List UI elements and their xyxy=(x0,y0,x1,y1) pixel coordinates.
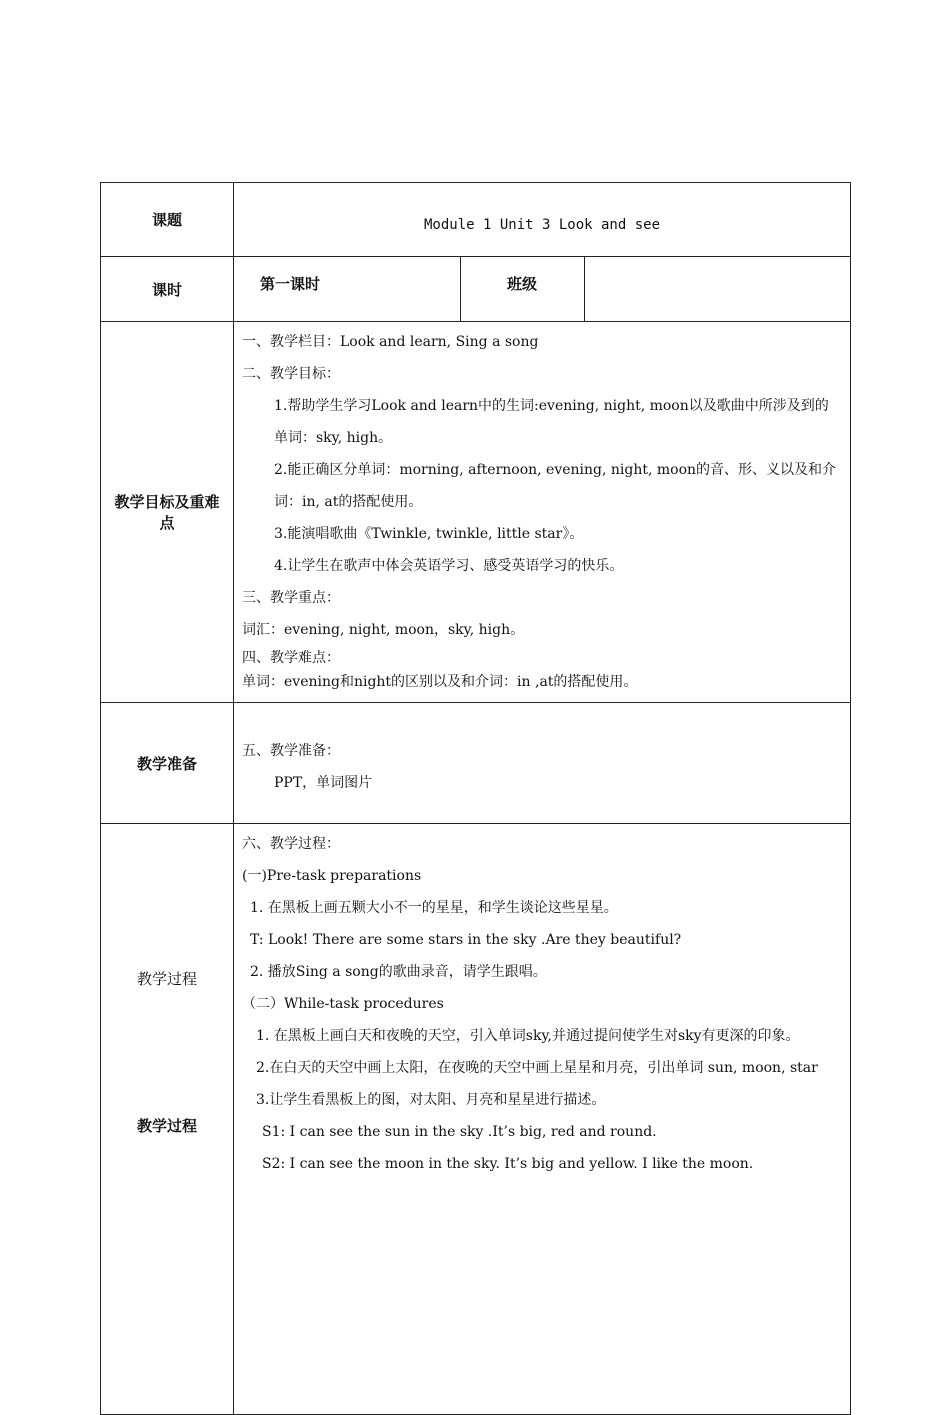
process-label-plain: 教学过程 xyxy=(136,970,197,988)
goals-line: 词汇：evening, night, moon，sky, high。 xyxy=(242,622,525,638)
goals-line: 三、教学重点： xyxy=(242,590,340,606)
process-line: （二）While-task procedures xyxy=(242,996,444,1012)
row-goals xyxy=(101,322,851,703)
process-content xyxy=(234,824,851,1415)
process-line: 2. 播放Sing a song的歌曲录音，请学生跟唱。 xyxy=(250,964,547,980)
row-prep xyxy=(101,703,851,824)
goals-line: 4.让学生在歌声中体会英语学习、感受英语学习的快乐。 xyxy=(274,558,624,574)
goals-line: 四、教学难点： xyxy=(242,650,340,666)
process-line: T: Look! There are some stars in the sky .Are they beautiful? xyxy=(250,932,682,948)
topic-label: 课题 xyxy=(101,183,234,257)
goals-line: 二、教学目标： xyxy=(242,366,340,382)
class-label: 班级 xyxy=(461,257,585,322)
process-label-bold: 教学过程 xyxy=(136,1117,197,1135)
process-line: 3.让学生看黑板上的图，对太阳、月亮和星星进行描述。 xyxy=(256,1092,606,1108)
period-label: 课时 xyxy=(101,257,234,322)
topic-value: Module 1 Unit 3 Look and see xyxy=(234,183,851,257)
process-line: S1: I can see the sun in the sky .It’s big, red and round. xyxy=(262,1124,657,1140)
row-period xyxy=(101,257,851,322)
prep-line: 五、教学准备： xyxy=(242,743,340,759)
goals-line: 2.能正确区分单词：morning, afternoon, evening, night, moon的音、形、义以及和介词：in, at的搭配使用。 xyxy=(274,462,837,510)
process-line: (一)Pre-task preparations xyxy=(242,868,422,884)
prep-content xyxy=(234,703,851,824)
process-line: 六、教学过程： xyxy=(242,836,340,852)
class-value xyxy=(585,257,851,322)
row-process xyxy=(101,824,851,1415)
goals-line: 1.帮助学生学习Look and learn中的生词:evening, night, moon以及歌曲中所涉及到的单词：sky, high。 xyxy=(274,398,829,446)
goals-line: 一、教学栏目：Look and learn, Sing a song xyxy=(242,334,539,350)
goals-line: 单词：evening和night的区别以及和介词：in ,at的搭配使用。 xyxy=(242,674,638,690)
prep-label: 教学准备 xyxy=(101,703,234,824)
goals-line: 3.能演唱歌曲《Twinkle, twinkle, little star》。 xyxy=(274,526,584,542)
lesson-plan-table xyxy=(100,182,851,1415)
process-line: S2: I can see the moon in the sky. It’s big and yellow. I like the moon. xyxy=(262,1156,754,1172)
row-topic xyxy=(101,183,851,257)
goals-content xyxy=(234,322,851,703)
prep-line: PPT，单词图片 xyxy=(274,775,373,791)
process-line: 2.在白天的天空中画上太阳，在夜晚的天空中画上星星和月亮，引出单词 sun, moon, star xyxy=(256,1060,818,1076)
process-label-cell xyxy=(101,824,234,1415)
goals-label: 教学目标及重难点 xyxy=(101,322,234,703)
process-line: 1. 在黑板上画白天和夜晚的天空，引入单词sky,并通过提问使学生对sky有更深的印象。 xyxy=(256,1028,800,1044)
process-line: 1. 在黑板上画五颗大小不一的星星，和学生谈论这些星星。 xyxy=(250,900,618,916)
period-value: 第一课时 xyxy=(234,257,461,322)
lesson-plan-table-wrapper xyxy=(100,182,850,1415)
